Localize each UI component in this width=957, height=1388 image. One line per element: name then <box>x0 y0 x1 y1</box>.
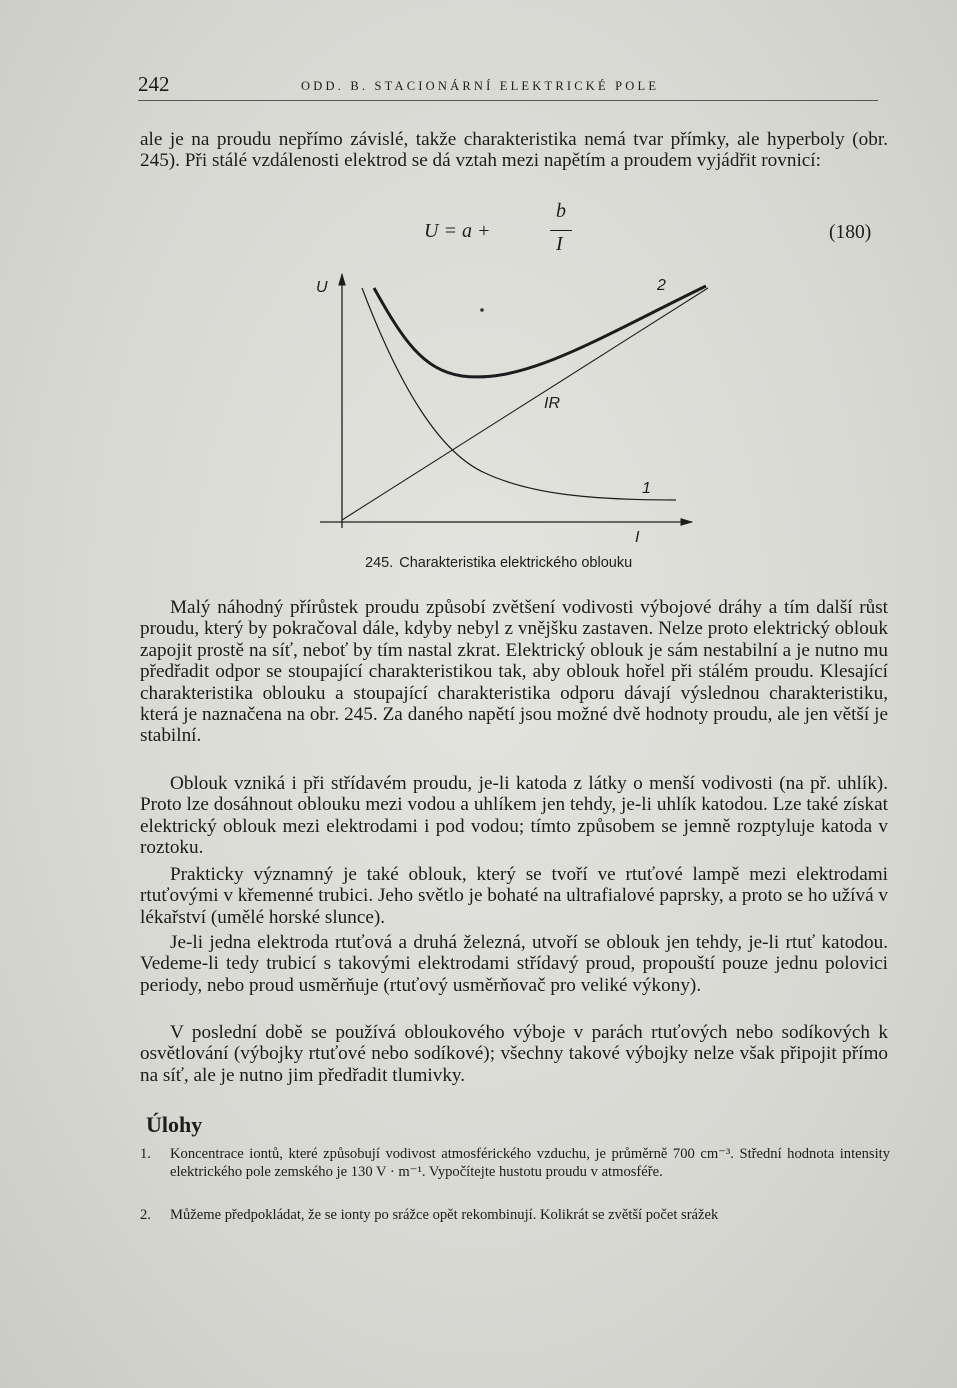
curve-2-resultant <box>374 286 706 377</box>
ink-dot <box>480 308 484 312</box>
paragraph-alternating-current: Oblouk vzniká i při střídavém proudu, je-li katoda z látky o menší vodivosti (na př. uhlík). Proto lze dosáhnout oblouku mezi vodou a uhlíkem jen tehdy, je-li uhlík katodou. Lze také získat elektrický oblouk mezi elektrodami i pod vodou; tímto způsobem se jemně rozptyluje katoda v roztoku. <box>140 773 888 859</box>
exercise-item <box>140 1146 890 1181</box>
equation-lhs: U = a + <box>424 220 496 242</box>
paragraph-discharge-lamps: V poslední době se používá obloukového výboje v parách rtuťových nebo sodíkových k osvětlování (výbojky rtuťové nebo sodíkové); všechny takové výbojky nelze však připojit přímo na síť, ale je nutno jim předřadit tlumivky. <box>140 1022 888 1086</box>
exercise-number: 2. <box>140 1207 151 1223</box>
ir-line <box>342 288 708 520</box>
exercise-item <box>140 1207 890 1225</box>
paragraph-instability: Malý náhodný přírůstek proudu způsobí zvětšení vodivosti výbojové dráhy a tím další růst proudu, který by pokračoval dále, kdyby nebyl z vnějšku zastaven. Nelze proto elektrický oblouk zapojit prostě na síť, neboť by tím nastal zkrat. Elektrický oblouk je sám nestabilní a je nutno mu předřadit odpor se stoupající charakteristikou tak, aby oblouk hořel při stálém proudu. Klesající charakteristika oblouku a stoupající charakteristika odporu dávají výslednou charakteristiku, která je naznačena na obr. 245. Za daného napětí jsou možné dvě hodnoty proudu, ale jen větší je stabilní. <box>140 597 888 747</box>
exercise-text: Můžeme předpokládat, že se ionty po srážce opět rekombinují. Kolikrát se zvětší počet srážek <box>170 1207 719 1223</box>
exercise-number: 1. <box>140 1146 151 1162</box>
x-axis-label: I <box>635 529 640 546</box>
exercise-text: Koncentrace iontů, které způsobují vodivost atmosférického vzduchu, je průměrně 700 cm⁻³. Střední hodnota intensity elektrického pole zemského je 130 V · m⁻¹. Vypočítejte hustotu proudu v atmosféře. <box>170 1146 890 1180</box>
figure-diagram <box>310 268 710 550</box>
curve-1-arc <box>362 288 676 500</box>
page-number: 242 <box>138 72 170 96</box>
figure-caption <box>365 555 632 571</box>
figure-number: 245. <box>365 555 394 571</box>
ir-line-label: IR <box>544 395 560 412</box>
running-head: ODD. B. STACIONÁRNÍ ELEKTRICKÉ POLE <box>301 79 660 93</box>
fraction-bar <box>550 230 572 231</box>
equation-number: (180) <box>829 222 872 243</box>
figure-caption-text: Charakteristika elektrického oblouku <box>399 555 633 571</box>
arc-characteristic-figure <box>310 268 710 550</box>
intro-paragraph: ale je na proudu nepřímo závislé, takže charakteristika nemá tvar přímky, ale hyperboly (obr. 245). Při stálé vzdálenosti elektrod se dá vztah mezi napětím a proudem vyjádřit rovnicí: <box>140 129 888 172</box>
equation-denominator: I <box>556 233 563 255</box>
curve-2-label: 2 <box>657 277 666 294</box>
equation-numerator: b <box>556 200 566 222</box>
paragraph-mercury-rectifier: Je-li jedna elektroda rtuťová a druhá železná, utvoří se oblouk jen tehdy, je-li rtuť katodou. Vedeme-li tedy trubicí s takovými elektrodami střídavý proud, propouští pouze jednu polovici periody, nebo proud usměrňuje (rtuťový usměrňovač pro veliké výkony). <box>140 932 888 996</box>
paragraph-mercury-lamp: Prakticky významný je také oblouk, který se tvoří ve rtuťové lampě mezi elektrodami rtuťovými v křemenné trubici. Jeho světlo je bohaté na ultrafialové paprsky, a proto se ho užívá v lékařství (umělé horské slunce). <box>140 864 888 928</box>
curve-1-label: 1 <box>642 480 651 497</box>
equation <box>424 200 604 260</box>
y-axis-label: U <box>316 279 328 296</box>
page-header <box>138 72 878 101</box>
section-title: Úlohy <box>146 1112 203 1137</box>
